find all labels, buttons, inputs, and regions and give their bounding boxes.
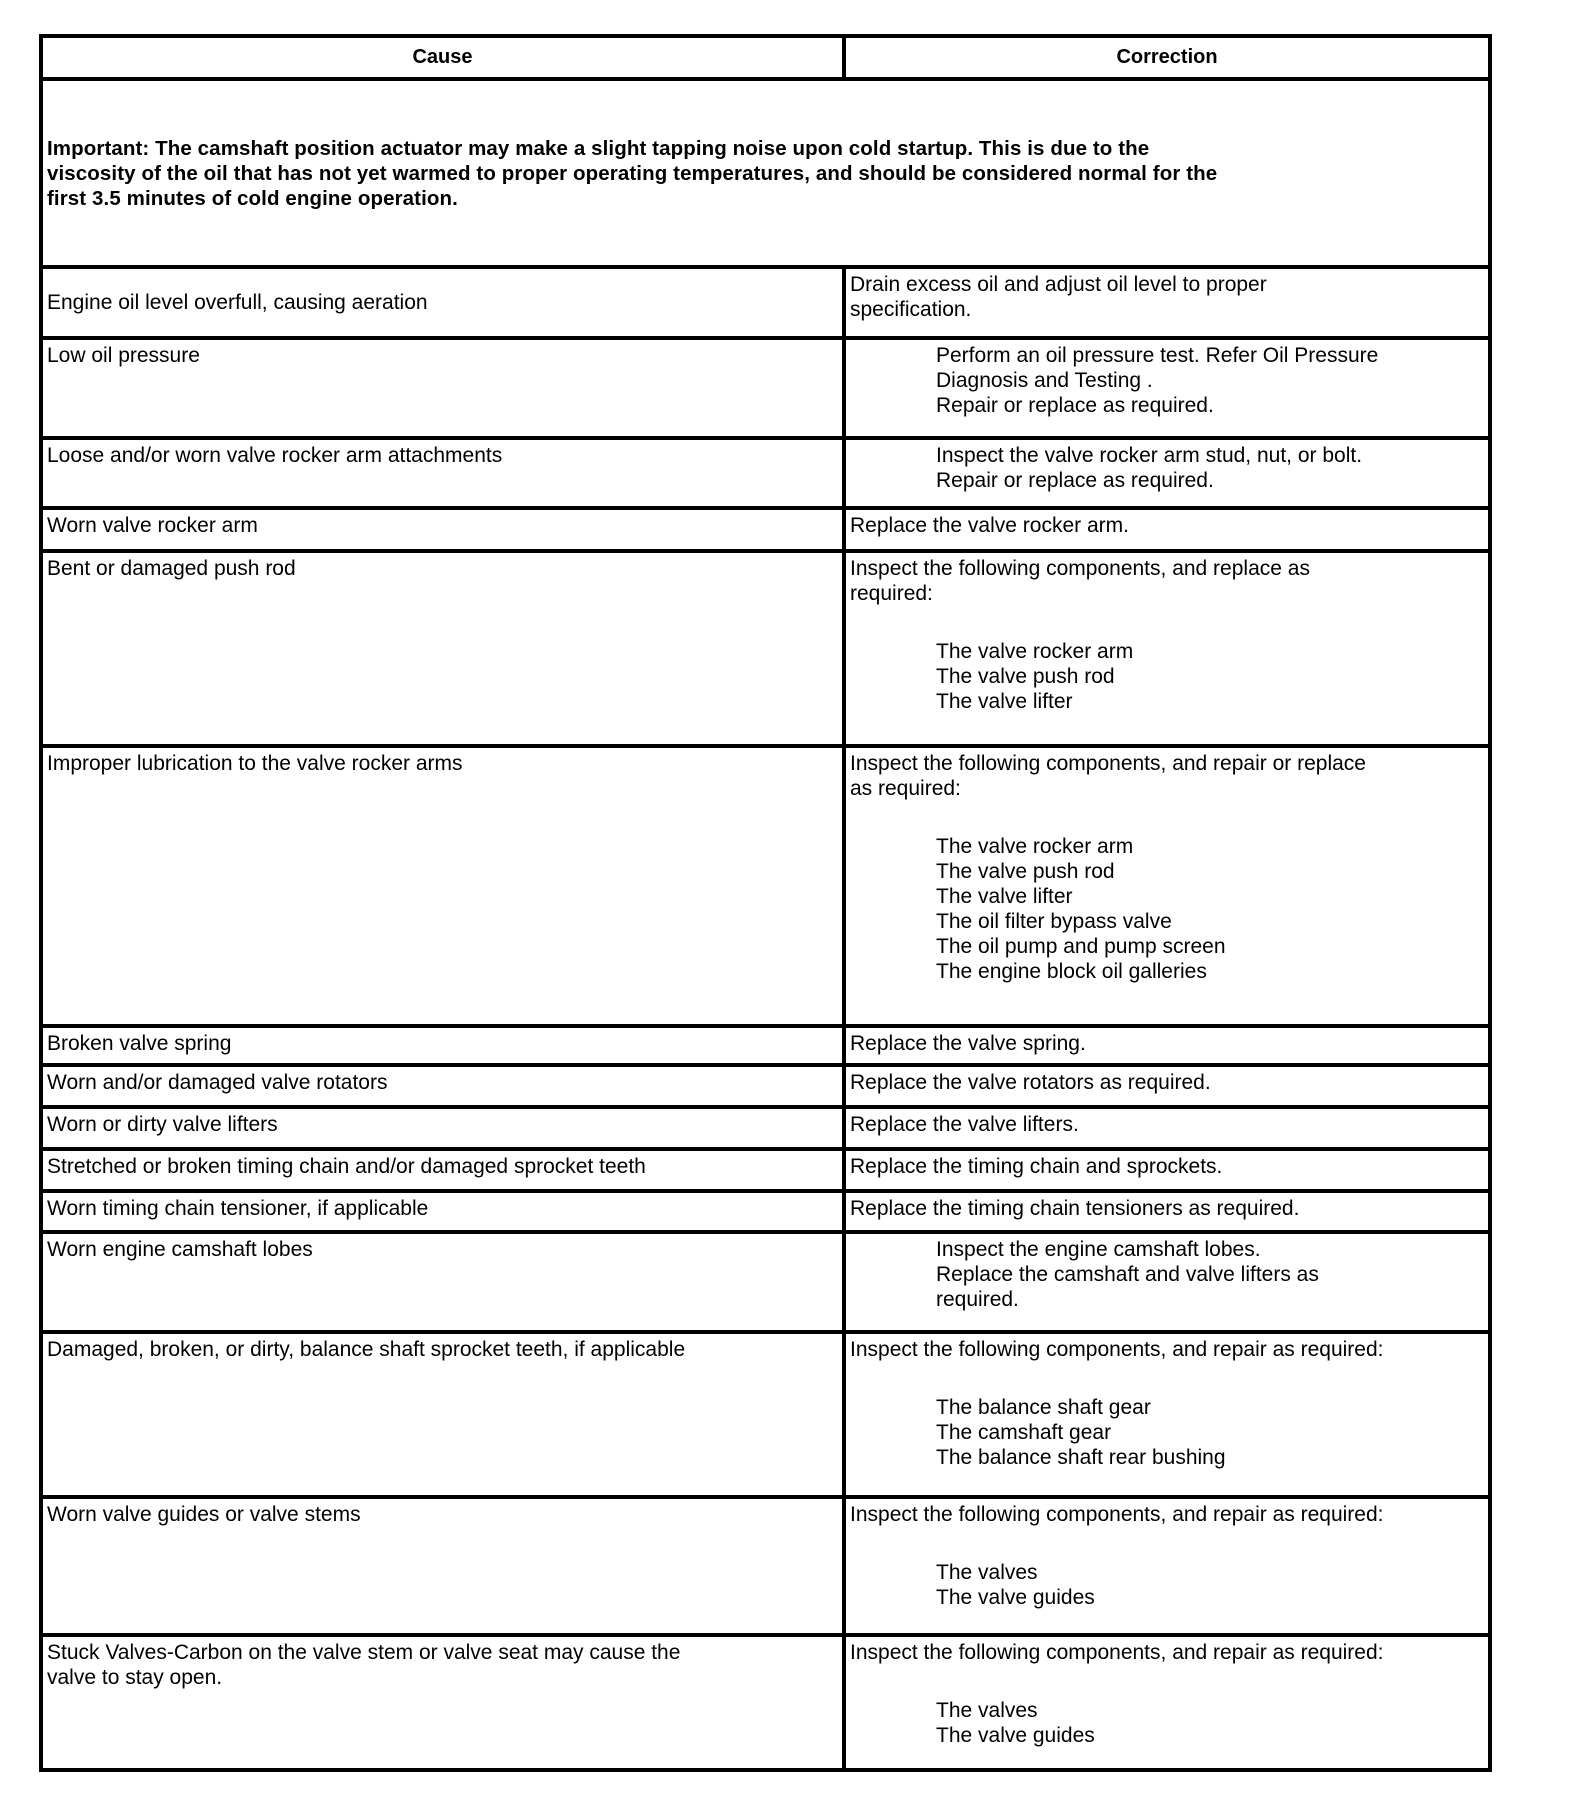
cause-cell [43, 1028, 842, 1063]
spacer [850, 801, 1482, 834]
correction-cell [846, 510, 1488, 549]
component-item: The valves [936, 1561, 1038, 1584]
correction-step: Inspect the engine camshaft lobes. [936, 1238, 1261, 1261]
cause-text: Low oil pressure [47, 344, 200, 367]
correction-step: Diagnosis and Testing . [936, 369, 1153, 392]
correction-text: Inspect the following components, and repair as required: [850, 1641, 1384, 1664]
cause-text: Stretched or broken timing chain and/or damaged sprocket teeth [47, 1155, 646, 1178]
correction-cell [846, 340, 1488, 436]
correction-text: Replace the valve rotators as required. [850, 1071, 1211, 1094]
cause-cell [43, 340, 842, 436]
spacer [850, 1362, 1482, 1395]
spacer [850, 1527, 1482, 1560]
cause-text: valve to stay open. [47, 1666, 223, 1689]
correction-cell [846, 553, 1488, 744]
cause-text: Worn valve guides or valve stems [47, 1503, 361, 1526]
cause-text: Stuck Valves-Carbon on the valve stem or valve seat may cause the [47, 1641, 681, 1664]
cause-text: Improper lubrication to the valve rocker arms [47, 752, 463, 775]
cause-cell [43, 1109, 842, 1147]
cause-text: Worn and/or damaged valve rotators [47, 1071, 388, 1094]
correction-text: Drain excess oil and adjust oil level to proper [850, 273, 1267, 296]
correction-cell [846, 269, 1488, 336]
component-item: The valve rocker arm [936, 640, 1134, 663]
cause-cell [43, 1234, 842, 1330]
cause-text: Engine oil level overfull, causing aeration [47, 291, 428, 314]
correction-cell [846, 1234, 1488, 1330]
correction-cell [846, 1028, 1488, 1063]
component-item: The balance shaft rear bushing [936, 1446, 1226, 1469]
important-note-line: first 3.5 minutes of cold engine operation. [47, 186, 458, 210]
cause-text: Loose and/or worn valve rocker arm attachments [47, 444, 503, 467]
correction-text: Inspect the following components, and replace as [850, 557, 1310, 580]
correction-cell [846, 748, 1488, 1024]
component-item: The valve push rod [936, 860, 1115, 883]
cause-cell [43, 1637, 842, 1768]
correction-cell [846, 440, 1488, 506]
correction-text: Inspect the following components, and repair as required: [850, 1338, 1384, 1361]
correction-text: Inspect the following components, and repair as required: [850, 1503, 1384, 1526]
correction-text: Inspect the following components, and repair or replace [850, 752, 1366, 775]
correction-text: Replace the valve lifters. [850, 1113, 1079, 1136]
cause-cell [43, 553, 842, 744]
correction-step: Replace the camshaft and valve lifters as [936, 1263, 1319, 1286]
component-item: The valve push rod [936, 665, 1115, 688]
component-item: The valve lifter [936, 690, 1073, 713]
important-note [43, 81, 1488, 265]
cause-cell [43, 1067, 842, 1105]
correction-text: Replace the timing chain and sprockets. [850, 1155, 1223, 1178]
component-item: The valves [936, 1699, 1038, 1722]
cause-cell [43, 269, 842, 336]
cause-text: Worn engine camshaft lobes [47, 1238, 313, 1261]
correction-cell [846, 1637, 1488, 1768]
correction-text: as required: [850, 777, 961, 800]
component-item: The camshaft gear [936, 1421, 1112, 1444]
cause-text: Bent or damaged push rod [47, 557, 296, 580]
spacer [850, 1665, 1482, 1698]
correction-step: required. [936, 1288, 1019, 1311]
component-item: The oil filter bypass valve [936, 910, 1172, 933]
correction-text: Replace the timing chain tensioners as required. [850, 1197, 1300, 1220]
component-item: The valve guides [936, 1586, 1095, 1609]
correction-text: Replace the valve spring. [850, 1032, 1086, 1055]
correction-step: Repair or replace as required. [936, 394, 1214, 417]
cause-cell [43, 510, 842, 549]
correction-step: Perform an oil pressure test. Refer Oil Pressure [936, 344, 1379, 367]
cause-cell [43, 440, 842, 506]
cause-text: Worn or dirty valve lifters [47, 1113, 278, 1136]
important-note-line: Important: The camshaft position actuator may make a slight tapping noise upon cold startup. This is due to the [47, 136, 1150, 160]
correction-text: specification. [850, 298, 972, 321]
component-item: The valve rocker arm [936, 835, 1134, 858]
cause-text: Worn valve rocker arm [47, 514, 258, 537]
cause-text: Damaged, broken, or dirty, balance shaft sprocket teeth, if applicable [47, 1338, 686, 1361]
component-item: The balance shaft gear [936, 1396, 1151, 1419]
component-item: The oil pump and pump screen [936, 935, 1226, 958]
cause-cell [43, 748, 842, 1024]
correction-cell [846, 1109, 1488, 1147]
cause-cell [43, 1334, 842, 1495]
cause-text: Worn timing chain tensioner, if applicable [47, 1197, 429, 1220]
cause-cell [43, 1499, 842, 1633]
correction-text: required: [850, 582, 933, 605]
cause-correction-table [39, 34, 1492, 1772]
cause-cell [43, 1151, 842, 1189]
correction-cell [846, 1334, 1488, 1495]
correction-step: Inspect the valve rocker arm stud, nut, or bolt. [936, 444, 1363, 467]
header-correction: Correction [1116, 46, 1218, 68]
component-item: The engine block oil galleries [936, 960, 1207, 983]
component-item: The valve guides [936, 1724, 1095, 1747]
important-note-line: viscosity of the oil that has not yet warmed to proper operating temperatures, and should be considered normal for the [47, 161, 1218, 185]
cause-cell [43, 1193, 842, 1230]
correction-cell [846, 1193, 1488, 1230]
correction-cell [846, 1067, 1488, 1105]
header-cause: Cause [412, 46, 473, 68]
component-item: The valve lifter [936, 885, 1073, 908]
cause-text: Broken valve spring [47, 1032, 232, 1055]
spacer [850, 606, 1482, 639]
correction-cell [846, 1499, 1488, 1633]
correction-step: Repair or replace as required. [936, 469, 1214, 492]
correction-cell [846, 1151, 1488, 1189]
correction-text: Replace the valve rocker arm. [850, 514, 1129, 537]
